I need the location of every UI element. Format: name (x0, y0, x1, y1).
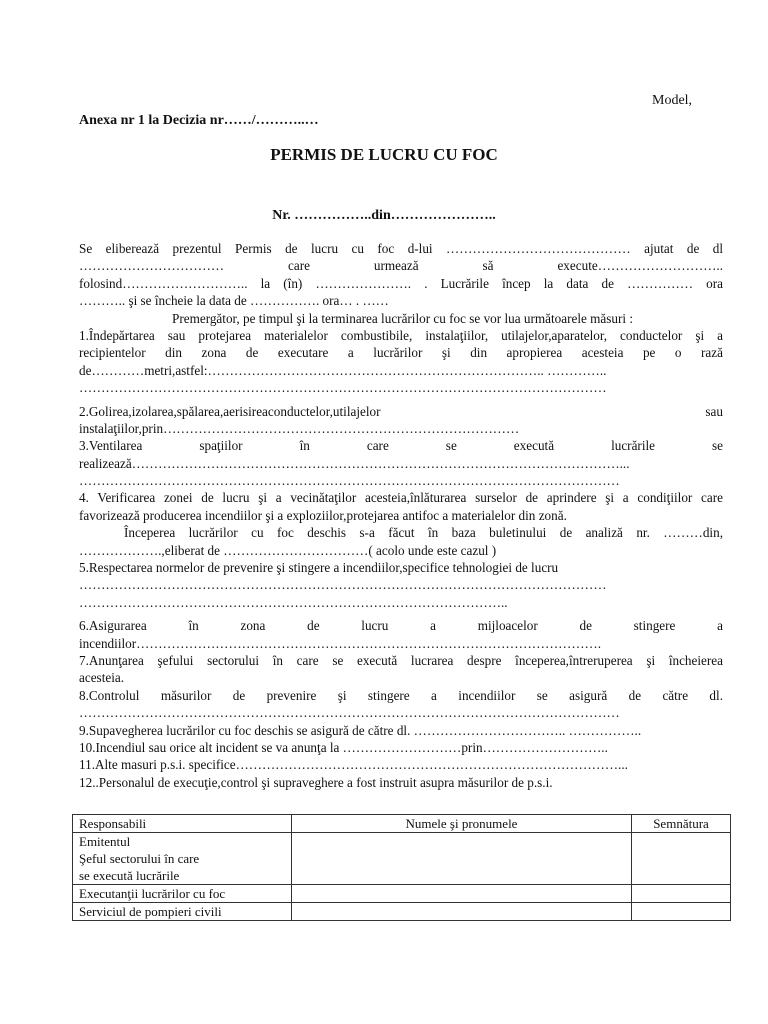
name-cell[interactable] (292, 903, 632, 921)
measure-1-line-1: 1.Îndepărtarea sau protejarea materialelor combustibile, instalaţiilor, utilajelor,aparatelor, conductelor şi a (79, 327, 723, 343)
table-header-row (73, 815, 731, 833)
measure-1-line-2: recipientelor din zona de executare a lucrărilor şi din apropierea acesteia pe o rază (79, 345, 723, 361)
signature-cell[interactable] (632, 833, 731, 885)
header-responsabili: Responsabili (73, 815, 292, 833)
measure-11: 11.Alte masuri p.s.i. specifice……………………………………………………………………………... (79, 757, 628, 773)
role-pompieri: Serviciul de pompieri civili (73, 903, 292, 921)
issue-line-3: folosind……………………….. la (în) …………………. . Lucrările încep la data de …………… ora (79, 275, 723, 291)
measure-3-line-2: realizează…………………………………………………………………………………………………... (79, 455, 630, 471)
measure-7-line-1: 7.Anunţarea şefului sectorului în care se execută lucrarea despre începerea,întreruperea şi încheierea (79, 652, 723, 668)
measures-intro: Premergător, pe timpul şi la terminarea lucrărilor cu foc se vor lua următoarele măsuri : (172, 310, 633, 326)
model-label: Model, (652, 93, 693, 108)
measure-2-line-1: 2.Golirea,izolarea,spălarea,aerisireaconductelor,utilajelor sau (79, 403, 723, 419)
signature-cell[interactable] (632, 903, 731, 921)
responsibles-table (72, 814, 731, 921)
table-row (73, 885, 731, 903)
name-cell[interactable] (292, 833, 632, 885)
measure-12: 12..Personalul de execuţie,control şi supraveghere a fost instruit asupra măsurilor de p.s.i. (79, 774, 553, 790)
issue-line-1: Se eliberează prezentul Permis de lucru cu foc d-lui …………………………………… ajutat de dl (79, 241, 723, 256)
measure-3-line-3: …………………………………………………………………………………………………………… (79, 473, 620, 489)
signature-cell[interactable] (632, 885, 731, 903)
measure-4-line-1: 4. Verificarea zonei de lucru şi a vecinătaţilor acesteia,înlăturarea surselor de aprindere şi a condiţiilor care (79, 490, 723, 506)
role-executanti: Executanţii lucrărilor cu foc (73, 885, 292, 903)
measure-1-line-4: ………………………………………………………………………………………………………… (79, 380, 607, 396)
measure-1-line-3: de…………metri,astfel:………………………………………………………………….. ………….. (79, 362, 607, 378)
measure-8-line-2: …………………………………………………………………………………………………………… (79, 705, 620, 721)
table-row (73, 903, 731, 921)
measure-6-line-2: incendiilor……………………………………………………………………………………………. (79, 635, 601, 651)
header-semnatura: Semnătura (632, 815, 731, 833)
measure-5-line-3: …………………………………………………………………………………….. (79, 594, 508, 610)
document-title: PERMIS DE LUCRU CU FOC (270, 145, 498, 164)
measure-7-line-2: acesteia. (79, 670, 125, 686)
measure-5-line-2: ………………………………………………………………………………………………………… (79, 577, 607, 593)
measure-2-line-2: instalaţiilor,prin……………………………………………………………………… (79, 420, 520, 436)
permit-body (79, 240, 723, 791)
measure-4-line-3: Începerea lucrărilor cu foc deschis s-a făcut în baza buletinului de analiză nr. ………din, (124, 525, 723, 541)
measure-5-line-1: 5.Respectarea normelor de prevenire şi stingere a incendiilor,specifice tehnologiei de lucru (79, 560, 559, 576)
measure-4-line-2: favorizează producerea incendiilor şi a exploziilor,protejarea antifoc a materialelor din zonă. (79, 507, 567, 523)
role-emitent-line-3: se execută lucrările (79, 868, 180, 883)
name-cell[interactable] (292, 885, 632, 903)
measure-3-line-1: 3.Ventilarea spaţiilor în care se execută lucrările se (79, 438, 723, 454)
measure-6-line-1: 6.Asigurarea în zona de lucru a mijloacelor de stingere a (79, 618, 723, 634)
measure-10: 10.Incendiul sau orice alt incident se va anunţa la ………………………prin……………………….. (79, 739, 608, 755)
issue-line-4: ……….. şi se încheie la data de ……………. ora… . …… (79, 293, 389, 309)
role-emitent (73, 833, 292, 885)
measure-4-line-4: ……………….,eliberat de ……………………………( acolo unde este cazul ) (79, 542, 497, 558)
role-emitent-line-2: Şeful sectorului în care (79, 851, 200, 866)
permit-number-line: Nr. ……………..din………………….. (272, 208, 496, 223)
issue-line-2: …………………………… care urmează să execute……………………….. (79, 258, 723, 274)
table-row (73, 833, 731, 885)
header-nume: Numele şi pronumele (292, 815, 632, 833)
measure-9: 9.Supavegherea lucrărilor cu foc deschis se asigură de către dl. …………………………….. …………….. (79, 722, 642, 738)
role-emitent-line-1: Emitentul (79, 834, 131, 849)
annex-reference: Anexa nr 1 la Decizia nr……/………..… (79, 113, 319, 128)
measure-8-line-1: 8.Controlul măsurilor de prevenire şi stingere a incendiilor se asigură de către dl. (79, 687, 723, 703)
